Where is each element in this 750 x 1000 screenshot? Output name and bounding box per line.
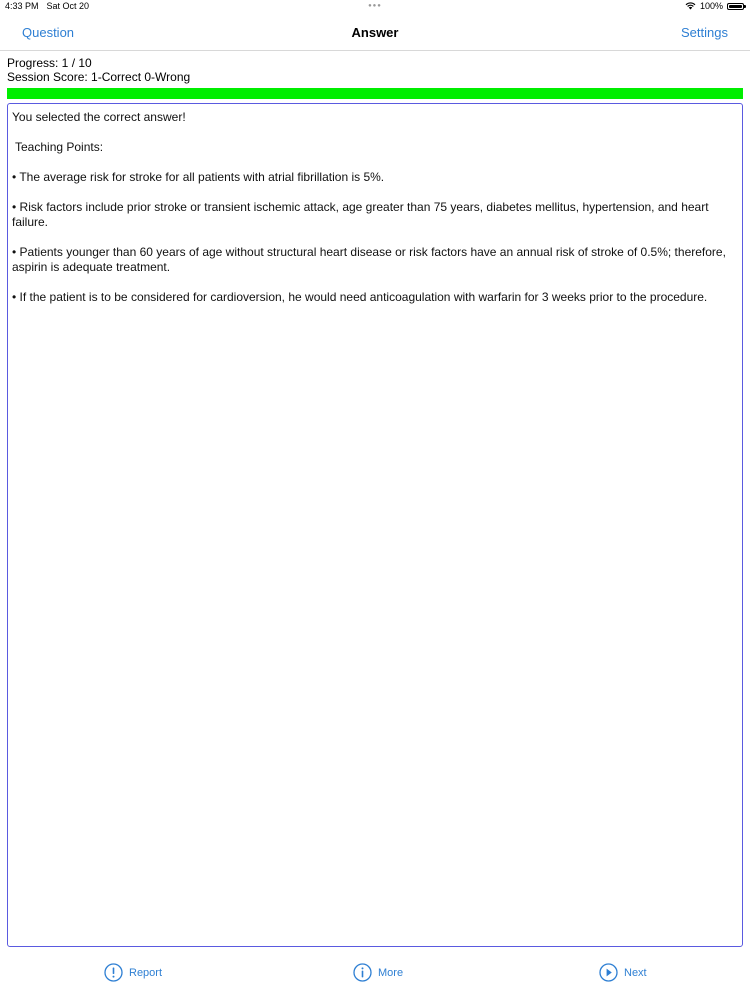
report-button[interactable] <box>104 963 162 982</box>
status-left <box>5 1 89 11</box>
settings-button[interactable]: Settings <box>681 25 728 40</box>
page-title: Answer <box>351 25 399 40</box>
status-date: Sat Oct 20 <box>46 1 90 11</box>
progress-info <box>7 56 190 84</box>
play-circle-icon <box>599 963 618 982</box>
answer-text-view[interactable] <box>7 103 743 947</box>
question-button[interactable]: Question <box>22 25 75 40</box>
multitasking-dots-icon: ●●● <box>368 3 382 9</box>
progress-bar <box>7 88 743 99</box>
status-right <box>685 1 744 11</box>
answer-result: You selected the correct answer! <box>12 110 186 124</box>
more-label: More <box>378 966 404 979</box>
next-button[interactable] <box>599 963 647 982</box>
wifi-icon <box>685 2 696 10</box>
more-button[interactable] <box>353 963 403 982</box>
status-time: 4:33 PM <box>5 1 39 11</box>
status-bar <box>0 0 750 14</box>
session-score-text: Session Score: 1-Correct 0-Wrong <box>7 70 191 84</box>
teaching-point-4: • If the patient is to be considered for cardioversion, he would need anticoagulation with warfarin for 3 weeks prior to the procedure. <box>12 290 708 304</box>
report-label: Report <box>129 966 163 979</box>
teaching-point-2: • Risk factors include prior stroke or transient ischemic attack, age greater than 75 years, diabetes mellitus, hypertension, and heart failure. <box>12 200 709 229</box>
battery-fill <box>729 5 742 8</box>
battery-icon <box>727 3 744 10</box>
teaching-point-3: • Patients younger than 60 years of age without structural heart disease or risk factors have an annual risk of stroke of 0.5%; therefore, aspirin is adequate treatment. <box>12 245 726 274</box>
teaching-point-1: • The average risk for stroke for all patients with atrial fibrillation is 5%. <box>12 170 385 184</box>
bottom-toolbar <box>0 950 750 1000</box>
next-label: Next <box>624 966 647 979</box>
battery-percent: 100% <box>699 1 723 11</box>
progress-text: Progress: 1 / 10 <box>7 56 92 70</box>
info-circle-icon <box>353 963 372 982</box>
teaching-points-heading: Teaching Points: <box>15 140 104 154</box>
navigation-bar <box>0 14 750 51</box>
exclamation-circle-icon <box>104 963 123 982</box>
